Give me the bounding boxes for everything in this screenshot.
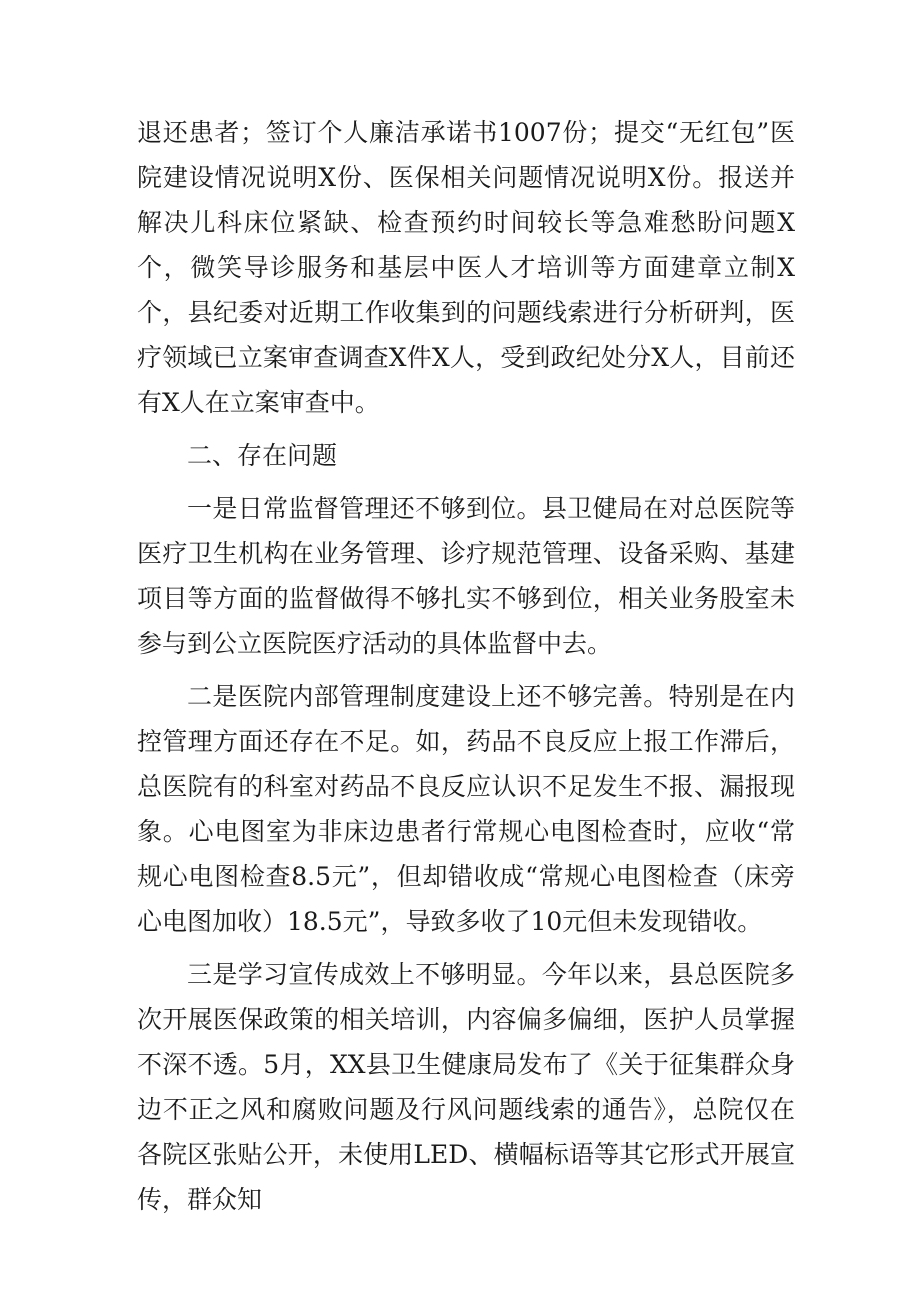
document-body [137,110,795,1230]
paragraph-issue-one: 一是日常监督管理还不够到位。县卫健局在对总医院等医疗卫生机构在业务管理、诊疗规范管理、设备采购、基建项目等方面的监督做得不够扎实不够到位，相关业务股室未参与到公立医院医疗活动的具体监督中去。 [137,494,795,658]
paragraph-issue-three: 三是学习宣传成效上不够明显。今年以来，县总医院多次开展医保政策的相关培训，内容偏多偏细，医护人员掌握不深不透。5月，XX县卫生健康局发布了《关于征集群众身边不正之风和腐败问题及行风问题线索的通告》，总院仅在各院区张贴公开，未使用LED、横幅标语等其它形式开展宣传，群众知 [137,960,795,1214]
paragraph-continuation: 退还患者；签订个人廉洁承诺书1007份；提交“无红包”医院建设情况说明X份、医保相关问题情况说明X份。报送并解决儿科床位紧缺、检查预约时间较长等急难愁盼问题X个，微笑导诊服务和基层中医人才培训等方面建章立制X个，县纪委对近期工作收集到的问题线索进行分析研判，医疗领域已立案审查调查X件X人，受到政纪处分X人，目前还有X人在立案审查中。 [137,118,795,417]
section-heading-problems: 二、存在问题 [187,441,338,470]
paragraph-issue-two: 二是医院内部管理制度建设上还不够完善。特别是在内控管理方面还存在不足。如，药品不良反应上报工作滞后，总医院有的科室对药品不良反应认识不足发生不报、漏报现象。心电图室为非床边患者行常规心电图检查时，应收“常规心电图检查8.5元”，但却错收成“常规心电图检查（床旁心电图加收）18.5元”，导致多收了10元但未发现错收。 [137,682,795,936]
